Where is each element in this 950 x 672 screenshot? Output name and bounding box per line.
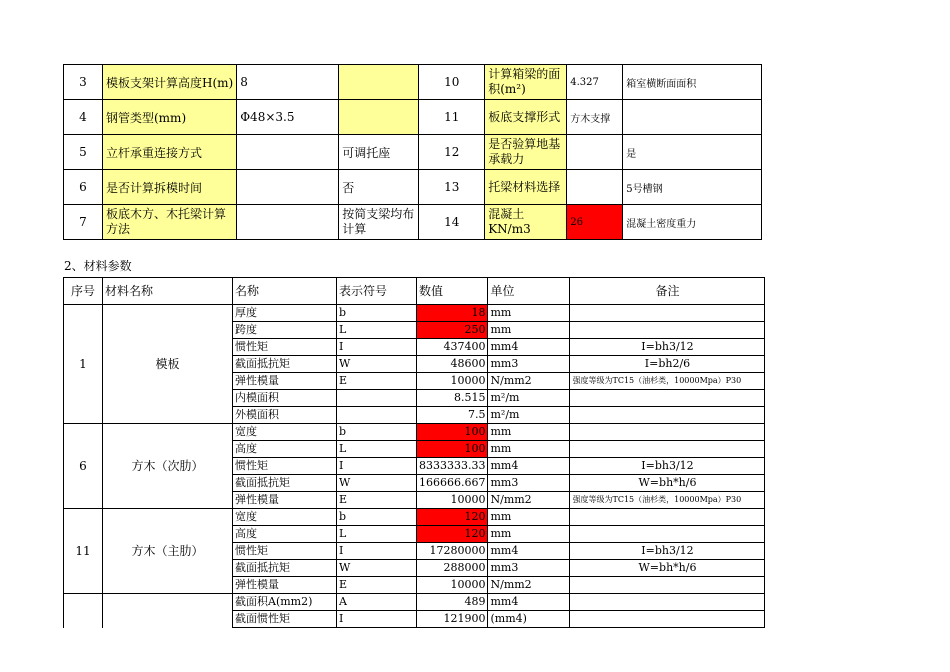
prop-name: 宽度 [233, 509, 337, 526]
param-name: 钢管类型(mm) [103, 100, 237, 135]
prop-value[interactable]: 489 [417, 594, 488, 611]
param-option[interactable] [339, 65, 419, 100]
prop-name: 弹性模量 [233, 373, 337, 390]
param-no-2: 13 [419, 170, 485, 205]
prop-symbol: E [337, 577, 417, 594]
param-no: 6 [64, 170, 103, 205]
header-value: 数值 [417, 278, 488, 305]
prop-unit: mm3 [488, 475, 570, 492]
group-seq: 1 [64, 305, 103, 424]
prop-name: 跨度 [233, 322, 337, 339]
prop-symbol: W [337, 356, 417, 373]
prop-symbol: b [337, 509, 417, 526]
prop-value[interactable]: 8333333.33 [417, 458, 488, 475]
group-material: 方木（主肋） [103, 509, 233, 594]
prop-name: 惯性矩 [233, 543, 337, 560]
prop-value[interactable]: 10000 [417, 492, 488, 509]
prop-symbol: E [337, 492, 417, 509]
prop-remark: I=bh2/6 [570, 356, 765, 373]
prop-value[interactable]: 120 [417, 526, 488, 543]
header-seq: 序号 [64, 278, 103, 305]
param-note: 混凝土密度重力 [623, 205, 762, 240]
table-row [64, 509, 765, 526]
group-material: 方木（次肋） [103, 424, 233, 509]
group-seq: 6 [64, 424, 103, 509]
prop-unit: mm3 [488, 560, 570, 577]
param-no-2: 10 [419, 65, 485, 100]
group-seq: 11 [64, 509, 103, 594]
prop-remark: W=bh*h/6 [570, 475, 765, 492]
prop-symbol: I [337, 543, 417, 560]
param-option[interactable]: 可调托座 [339, 135, 419, 170]
param-no: 5 [64, 135, 103, 170]
param-no: 3 [64, 65, 103, 100]
param-value[interactable] [237, 205, 339, 240]
prop-unit: mm [488, 322, 570, 339]
prop-remark [570, 509, 765, 526]
param-name: 立杆承重连接方式 [103, 135, 237, 170]
prop-symbol: L [337, 441, 417, 458]
param-value-2[interactable] [567, 170, 623, 205]
param-value-2[interactable]: 4.327 [567, 65, 623, 100]
prop-remark [570, 441, 765, 458]
param-row [64, 100, 762, 135]
prop-symbol: W [337, 560, 417, 577]
param-note [623, 100, 762, 135]
prop-unit: mm [488, 526, 570, 543]
prop-unit: (mm4) [488, 611, 570, 628]
prop-remark [570, 526, 765, 543]
prop-name: 截面惯性矩 [233, 611, 337, 628]
prop-value[interactable]: 18 [417, 305, 488, 322]
param-note: 5号槽钢 [623, 170, 762, 205]
prop-value[interactable]: 8.515 [417, 390, 488, 407]
prop-value[interactable]: 120 [417, 509, 488, 526]
header-symbol: 表示符号 [337, 278, 417, 305]
prop-value[interactable]: 48600 [417, 356, 488, 373]
header-row [64, 278, 765, 305]
prop-symbol: L [337, 526, 417, 543]
prop-name: 厚度 [233, 305, 337, 322]
prop-value[interactable]: 7.5 [417, 407, 488, 424]
prop-remark: I=bh3/12 [570, 543, 765, 560]
prop-unit: m²/m [488, 390, 570, 407]
prop-symbol: E [337, 373, 417, 390]
param-note: 是 [623, 135, 762, 170]
param-no-2: 11 [419, 100, 485, 135]
prop-symbol: b [337, 305, 417, 322]
prop-unit: m²/m [488, 407, 570, 424]
group-seq [64, 594, 103, 628]
param-no-2: 12 [419, 135, 485, 170]
prop-symbol: I [337, 611, 417, 628]
param-name: 是否计算拆模时间 [103, 170, 237, 205]
group-material [103, 594, 233, 628]
prop-value[interactable]: 121900 [417, 611, 488, 628]
prop-unit: mm4 [488, 458, 570, 475]
prop-unit: mm [488, 305, 570, 322]
prop-unit: N/mm2 [488, 373, 570, 390]
param-option[interactable]: 否 [339, 170, 419, 205]
prop-symbol [337, 390, 417, 407]
table-row [64, 424, 765, 441]
header-remark: 备注 [570, 278, 765, 305]
prop-value[interactable]: 10000 [417, 577, 488, 594]
material-table [63, 277, 765, 628]
param-no-2: 14 [419, 205, 485, 240]
prop-remark: I=bh3/12 [570, 339, 765, 356]
table-row [64, 305, 765, 322]
prop-name: 截面抵抗矩 [233, 560, 337, 577]
prop-remark: W=bh*h/6 [570, 560, 765, 577]
param-row [64, 135, 762, 170]
param-value-2[interactable]: 26 [567, 205, 623, 240]
prop-value[interactable]: 437400 [417, 339, 488, 356]
prop-unit: N/mm2 [488, 577, 570, 594]
prop-unit: N/mm2 [488, 492, 570, 509]
prop-name: 惯性矩 [233, 339, 337, 356]
prop-value[interactable]: 100 [417, 441, 488, 458]
param-option[interactable] [339, 100, 419, 135]
prop-value[interactable]: 166666.667 [417, 475, 488, 492]
prop-remark [570, 305, 765, 322]
prop-remark [570, 424, 765, 441]
param-value[interactable] [237, 135, 339, 170]
prop-remark [570, 611, 765, 628]
prop-value[interactable]: 10000 [417, 373, 488, 390]
prop-name: 惯性矩 [233, 458, 337, 475]
prop-value[interactable]: 17280000 [417, 543, 488, 560]
prop-symbol: I [337, 339, 417, 356]
prop-unit: mm4 [488, 339, 570, 356]
prop-unit: mm [488, 424, 570, 441]
param-name: 板底木方、木托梁计算方法 [103, 205, 237, 240]
prop-name: 截面抵抗矩 [233, 356, 337, 373]
param-no: 7 [64, 205, 103, 240]
prop-value[interactable]: 288000 [417, 560, 488, 577]
param-value[interactable]: 8 [237, 65, 339, 100]
prop-name: 高度 [233, 441, 337, 458]
section-title: 2、材料参数 [64, 259, 132, 273]
parameter-table [63, 64, 762, 240]
param-option[interactable]: 按简支梁均布计算 [339, 205, 419, 240]
header-material: 材料名称 [103, 278, 233, 305]
prop-unit: mm4 [488, 594, 570, 611]
prop-unit: mm [488, 441, 570, 458]
param-row [64, 170, 762, 205]
prop-symbol: W [337, 475, 417, 492]
prop-name: 弹性模量 [233, 577, 337, 594]
header-name: 名称 [233, 278, 337, 305]
prop-name: 截面积A(mm2) [233, 594, 337, 611]
prop-symbol [337, 407, 417, 424]
header-unit: 单位 [488, 278, 570, 305]
table-row [64, 594, 765, 611]
param-no: 4 [64, 100, 103, 135]
prop-name: 弹性模量 [233, 492, 337, 509]
prop-symbol: L [337, 322, 417, 339]
prop-value[interactable]: 250 [417, 322, 488, 339]
param-value[interactable]: Φ48×3.5 [237, 100, 339, 135]
prop-unit: mm4 [488, 543, 570, 560]
prop-remark [570, 390, 765, 407]
param-note: 箱室横断面面积 [623, 65, 762, 100]
prop-symbol: b [337, 424, 417, 441]
prop-unit: mm [488, 509, 570, 526]
prop-remark: 强度等级为TC15（油杉类，10000Mpa）P30 [570, 492, 765, 509]
prop-name: 高度 [233, 526, 337, 543]
param-name-2: 托梁材料选择 [485, 170, 567, 205]
prop-name: 宽度 [233, 424, 337, 441]
param-value[interactable] [237, 170, 339, 205]
param-name-2: 是否验算地基承载力 [485, 135, 567, 170]
prop-name: 外模面积 [233, 407, 337, 424]
prop-remark: I=bh3/12 [570, 458, 765, 475]
prop-unit: mm3 [488, 356, 570, 373]
param-row [64, 205, 762, 240]
prop-remark [570, 577, 765, 594]
param-value-2[interactable] [567, 135, 623, 170]
param-name-2: 混凝土KN/m3 [485, 205, 567, 240]
param-name: 模板支架计算高度H(m) [103, 65, 237, 100]
prop-value[interactable]: 100 [417, 424, 488, 441]
param-name-2: 板底支撑形式 [485, 100, 567, 135]
prop-symbol: I [337, 458, 417, 475]
param-row [64, 65, 762, 100]
prop-remark [570, 594, 765, 611]
param-name-2: 计算箱梁的面积(m²) [485, 65, 567, 100]
prop-remark: 强度等级为TC15（油杉类，10000Mpa）P30 [570, 373, 765, 390]
prop-name: 截面抵抗矩 [233, 475, 337, 492]
prop-remark [570, 407, 765, 424]
prop-remark [570, 322, 765, 339]
prop-name: 内模面积 [233, 390, 337, 407]
param-value-2[interactable]: 方木支撑 [567, 100, 623, 135]
prop-symbol: A [337, 594, 417, 611]
group-material: 模板 [103, 305, 233, 424]
